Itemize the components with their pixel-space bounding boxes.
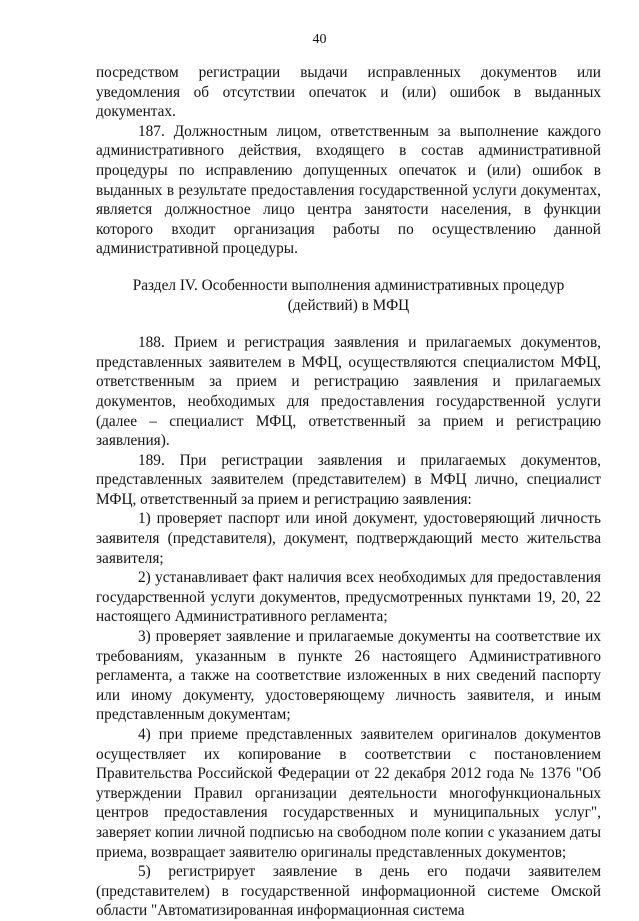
document-body: [96, 63, 601, 921]
page-number: 40: [312, 32, 327, 47]
list-item-4: 4) при приеме представленных заявителем оригиналов документов осуществляет их копирование в соответствии с постановлением Правительства Российской Федерации от 22 декабря 2012 года № 1376 "Об утверждении Правил организации деятельности многофункциональных центров предоставления государственных и муниципальных услуг", заверяет копии личной подписью на свободном поле копии с указанием даты приема, возвращает заявителю оригиналы представленных документов;: [96, 726, 601, 861]
list-item-2: 2) устанавливает факт наличия всех необходимых для предоставления государственной услуги документов, предусмотренных пунктами 19, 20, 22 настоящего Административного регламента;: [96, 569, 601, 626]
paragraph-189: 189. При регистрации заявления и прилагаемых документов, представленных заявителем (представителем) в МФЦ лично, специалист МФЦ, ответственный за прием и регистрацию заявления:: [96, 451, 601, 508]
section-heading: Раздел IV. Особенности выполнения административных процедур (действий) в МФЦ: [132, 276, 565, 314]
paragraph-187: 187. Должностным лицом, ответственным за выполнение каждого административного действия, входящего в состав административной процедуры по исправлению допущенных опечаток и (или) ошибок в выданных в результате предоставления государственной услуги документах, является должностное лицо центра занятости населения, в функции которого входит организация работы по осуществлению данной административной процедуры.: [96, 122, 601, 258]
list-item-1: 1) проверяет паспорт или иной документ, удостоверяющий личность заявителя (представителя), документ, подтверждающий место жительства заявителя;: [96, 510, 601, 567]
list-item-3: 3) проверяет заявление и прилагаемые документы на соответствие их требованиям, указанным в пункте 26 настоящего Административного регламента, а также на соответствие изложенных в них сведений паспорту или иному документу, удостоверяющему личность заявителя, и иным представленным документам;: [96, 628, 601, 724]
paragraph-continuation: посредством регистрации выдачи исправленных документов или уведомления об отсутствии опечаток и (или) ошибок в выданных документах.: [96, 64, 601, 121]
list-item-5: 5) регистрирует заявление в день его подачи заявителем (представителем) в государственной информационной системе Омской области "Автоматизированная информационная система: [96, 863, 601, 920]
paragraph-188: 188. Прием и регистрация заявления и прилагаемых документов, представленных заявителем в МФЦ, осуществляются специалистом МФЦ, ответственным за прием и регистрацию заявления и прилагаемых документов, необходимых для предоставления государственной услуги (далее – специалист МФЦ, ответственный за прием и регистрацию заявления).: [96, 334, 601, 450]
